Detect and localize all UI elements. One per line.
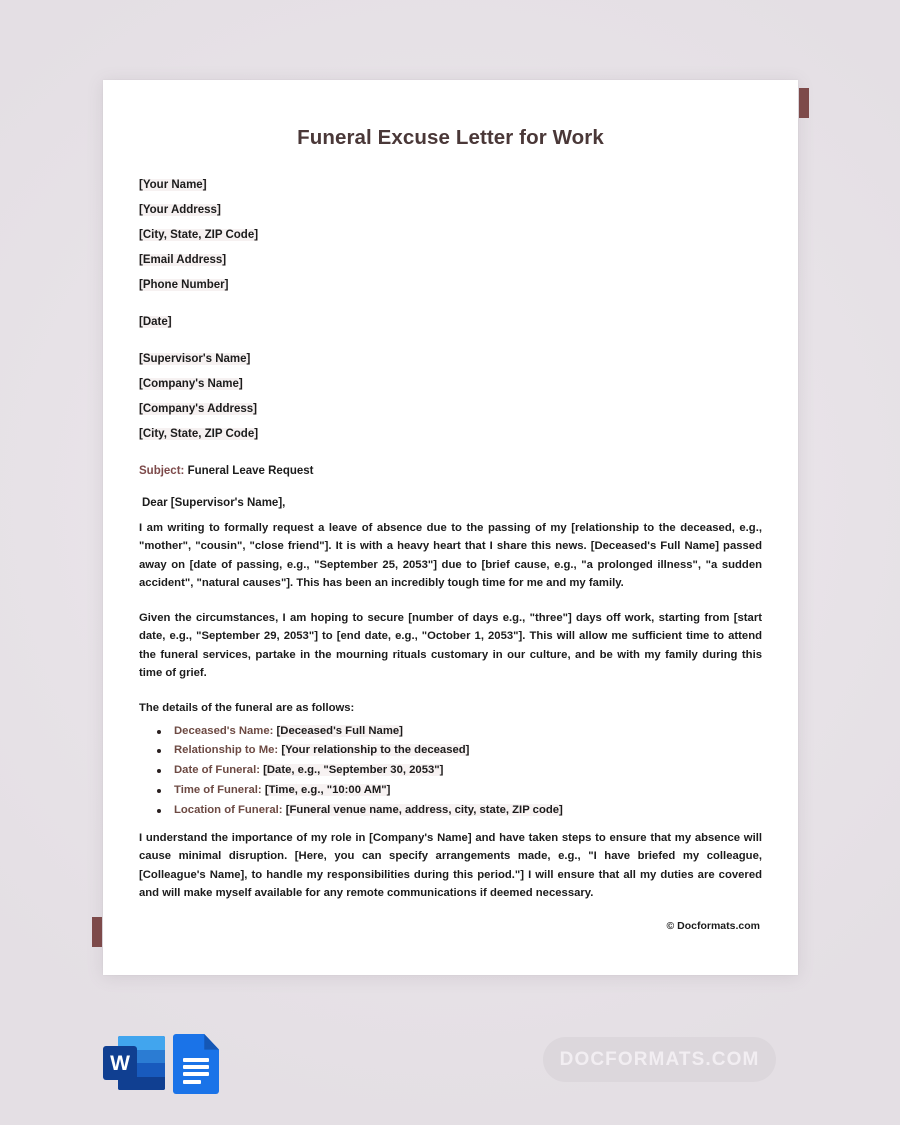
subject-label: Subject: [139,465,185,477]
recipient-supervisor-line: [Supervisor's Name] [139,353,251,365]
recipient-city-line: [City, State, ZIP Code] [139,428,259,440]
list-item [139,745,762,756]
docs-icon-text-line [183,1080,200,1084]
spacer-after-sender [139,305,762,317]
sender-address-line: [Your Address] [139,204,221,216]
detail-value: [Time, e.g., "10:00 AM"] [264,784,391,797]
sender-address-block [139,180,762,292]
paragraph-leave-dates: Given the circumstances, I am hoping to secure [number of days e.g., "three"] days off work, starting from [start date, e.g., "September 29, 2053"] to [end date, e.g., "October 1, 2053"]. This will allow me sufficient time to attend the funeral services, partake in the mourning rituals customary in our culture, and be with my family during this time of grief. [139,612,762,680]
detail-label: Deceased's Name: [174,724,274,737]
spacer-after-salutation [139,509,762,519]
copyright-credit: © Docformats.com [666,920,760,933]
microsoft-word-icon[interactable] [103,1032,165,1094]
decorative-bar-bottom-left [92,917,102,947]
list-item [139,805,762,816]
decorative-bar-top-right [799,88,809,118]
sender-name-line: [Your Name] [139,179,207,191]
date-line: [Date] [139,316,172,328]
spacer-after-subject [139,478,762,498]
google-docs-icon[interactable] [173,1034,219,1094]
detail-label: Relationship to Me: [174,744,279,757]
watermark-label: DOCFORMATS.COM [559,1048,760,1070]
subject-value: Funeral Leave Request [187,465,314,477]
recipient-company-address-line: [Company's Address] [139,403,257,415]
list-item [139,765,762,776]
paragraph-coverage: I understand the importance of my role in [Company's Name] and have taken steps to ensure that my absence will cause minimal disruption. [Here, you can specify arrangements made, e.g., "I have briefed my colleague, [Colleague's Name], to handle my responsibilities during this period."] I will ensure that all my duties are covered and will make myself available for any remote communications if deemed necessary. [139,832,762,900]
detail-label: Date of Funeral: [174,764,260,777]
detail-value: [Funeral venue name, address, city, state, ZIP code] [285,803,563,816]
sender-city-line: [City, State, ZIP Code] [139,229,259,241]
word-icon-letter: W [103,1046,137,1080]
docs-icon-text-line [183,1072,209,1076]
sender-phone-line: [Phone Number] [139,279,229,291]
sender-email-line: [Email Address] [139,254,227,266]
paragraph-reason: I am writing to formally request a leave of absence due to the passing of my [relationship to the deceased, e.g., "mother", "cousin", "close friend"]. It is with a heavy heart that I share this news. [Deceased's Full Name] passed away on [date of passing, e.g., "September 25, 2053"] due to [brief cause, e.g., "a prolonged illness", "a sudden accident", "natural causes"]. This has been an incredibly tough time for me and my family. [139,522,762,589]
docs-icon-text-line [183,1065,209,1069]
detail-value: [Date, e.g., "September 30, 2053"] [263,764,444,777]
docs-icon-text-line [183,1058,209,1062]
detail-label: Time of Funeral: [174,784,262,797]
docs-icon-fold [204,1034,219,1050]
salutation-line: Dear [Supervisor's Name], [142,496,286,509]
recipient-address-block [139,354,762,441]
details-intro-line: The details of the funeral are as follows: [139,702,355,715]
funeral-details-list [139,726,762,816]
list-item [139,785,762,796]
site-watermark [543,1037,776,1082]
format-icon-row [103,1032,219,1094]
subject-line [139,466,762,478]
document-page [103,80,798,975]
recipient-company-line: [Company's Name] [139,378,243,390]
list-item [139,726,762,737]
detail-value: [Deceased's Full Name] [276,724,403,737]
page-title: Funeral Excuse Letter for Work [297,126,604,149]
document-content [103,80,798,975]
detail-value: [Your relationship to the deceased] [281,744,470,757]
detail-label: Location of Funeral: [174,803,283,816]
